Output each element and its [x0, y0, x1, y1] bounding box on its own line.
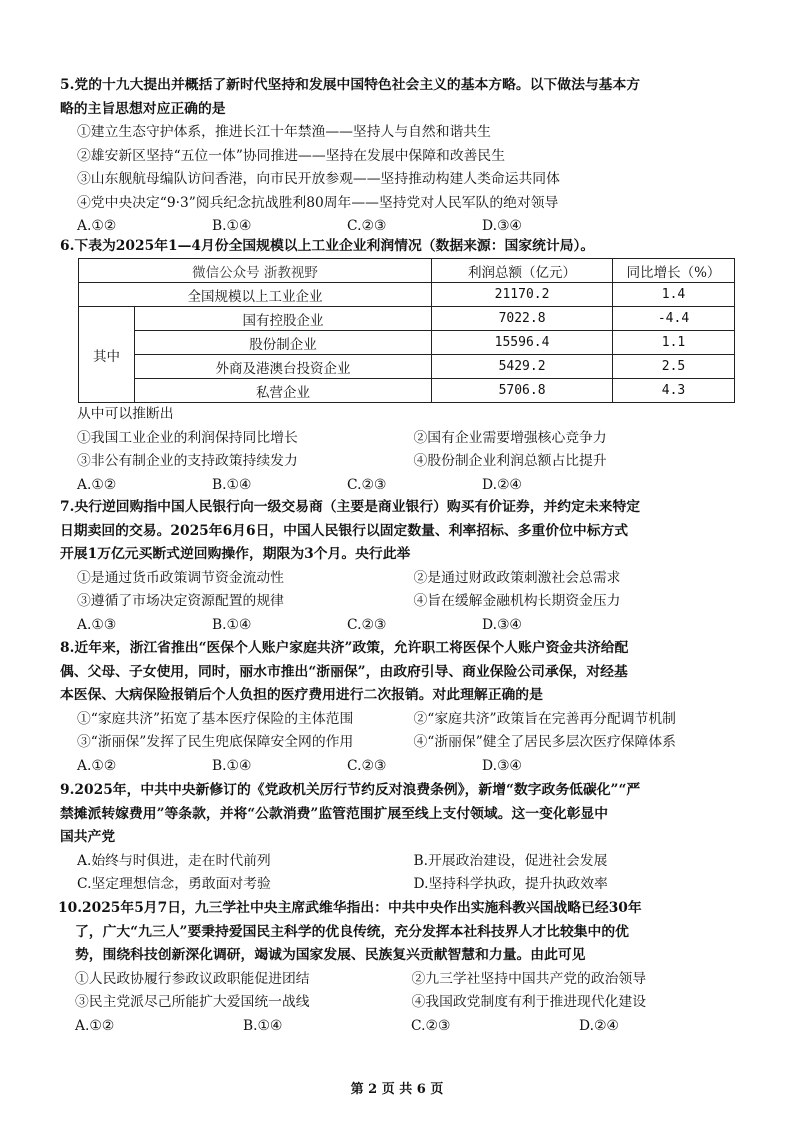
q8-statements-row-2 [60, 731, 750, 755]
q6-statement-3: ③非公有制企业的支持政策持续发力 [77, 453, 298, 469]
q6-stem: 6.下表为2025年1—4月份全国规模以上工业企业利润情况（数据来源：国家统计局）。 [60, 238, 595, 254]
q9-choice-c: C.坚定理想信念，勇敢面对考验 [77, 876, 271, 892]
row-name: 全国规模以上工业企业 [79, 283, 432, 307]
profit-table [78, 258, 735, 403]
q6-choice-d: D.②④ [482, 476, 522, 493]
table-row [79, 283, 735, 307]
group-label: 其中 [79, 307, 135, 403]
q8-choices [60, 755, 750, 779]
q7-statement-3: ③遵循了市场决定资源配置的规律 [77, 593, 284, 609]
q7-statement-1: ①是通过货币政策调节资金流动性 [77, 569, 284, 586]
page-footer: 第 2 页 共 6 页 [350, 1082, 444, 1097]
q6-statement-1: ①我国工业企业的利润保持同比增长 [77, 429, 298, 446]
table-row [79, 379, 735, 403]
q6-statements-row-2 [60, 450, 750, 474]
q9-choice-b: B.开展政治建设，促进社会发展 [413, 852, 608, 869]
row-name: 私营企业 [135, 379, 432, 403]
table-header-growth: 同比增长（%） [613, 259, 735, 283]
q5-statement-2: ②雄安新区坚持“五位一体”协同推进——坚持在发展中保障和改善民生 [77, 147, 506, 164]
q8-statement-3: ③“浙丽保”发挥了民生兜底保障安全网的作用 [77, 734, 354, 750]
row-growth: 2.5 [613, 355, 735, 379]
q5-statement-3: ③山东舰航母编队访问香港，向市民开放参观——坚持推动构建人类命运共同体 [77, 171, 560, 187]
q10-statement-3: ③民主党派尽己所能扩大爱国统一战线 [75, 994, 310, 1010]
question-8 [60, 637, 750, 778]
table-row [79, 355, 735, 379]
question-6 [60, 235, 750, 259]
q10-stem-line-1: 10.2025年5月7日，九三学社中央主席武维华指出：中共中央作出实施科教兴国战略已经30年 [58, 900, 642, 916]
table-header-row [79, 259, 735, 283]
q6-statements-row-1 [60, 427, 750, 451]
q9-choices-row-1 [60, 850, 750, 874]
row-growth: 1.4 [613, 283, 735, 307]
row-profit: 15596.4 [432, 331, 613, 355]
q6-choice-a: A.①② [77, 476, 117, 493]
row-name: 外商及港澳台投资企业 [135, 355, 432, 379]
q9-stem-line-2: 禁摊派转嫁费用”等条款，并将“公款消费”监管范围扩展至线上支付领域。这一变化彰显中 [60, 805, 609, 822]
q5-stem-line-2: 略的主旨思想对应正确的是 [60, 100, 226, 117]
q10-statement-4: ④我国政党制度有利于推进现代化建设 [411, 994, 647, 1010]
q5-statement-4: ④党中央决定“9·3”阅兵纪念抗战胜利80周年——坚持党对人民军队的绝对领导 [77, 194, 559, 211]
table-header-source: 微信公众号 浙教视野 [79, 259, 432, 283]
question-5 [60, 74, 750, 239]
q9-choice-d: D.坚持科学执政，提升执政效率 [413, 876, 608, 892]
q10-choice-a: A.①② [75, 1017, 115, 1034]
q5-choice-a: A.①② [77, 218, 117, 234]
q7-choice-b: B.①④ [212, 616, 252, 633]
q10-stem-line-2: 了，广大“九三人”要秉持爱国民主科学的优良传统，充分发挥本社科技界人才比较集中的优 [75, 923, 629, 940]
table-header-profit: 利润总额（亿元） [432, 259, 613, 283]
q8-stem-line-2: 偶、父母、子女使用，同时，丽水市推出“浙丽保”，由政府引导、商业保险公司承保，对经基 [60, 663, 628, 680]
question-9 [60, 779, 750, 897]
q10-choices [58, 1015, 748, 1039]
q10-statement-2: ②九三学社坚持中国共产党的政治领导 [411, 970, 647, 987]
table-row [79, 307, 735, 331]
q8-choice-c: C.②③ [347, 757, 387, 774]
row-growth: 4.3 [613, 379, 735, 403]
q7-choices [60, 614, 750, 638]
q9-choices-row-2 [60, 873, 750, 897]
q9-stem-line-1: 9.2025年，中共中央新修订的《党政机关厉行节约反对浪费条例》，新增“数字政务低碳化”“严 [60, 782, 641, 798]
q7-stem-line-3: 开展1万亿元买断式逆回购操作，期限为3个月。央行此举 [60, 546, 411, 562]
q6-statement-2: ②国有企业需要增强核心竞争力 [413, 429, 607, 446]
q7-statements-row-2 [60, 590, 750, 614]
q5-choice-c: C.②③ [347, 218, 387, 234]
q8-choice-d: D.③④ [482, 757, 522, 774]
q8-statements-row-1 [60, 708, 750, 732]
row-growth: -4.4 [613, 307, 735, 331]
q7-stem-line-1: 7.央行逆回购指中国人民银行向一级交易商（主要是商业银行）购买有价证券，并约定未来特定 [60, 499, 641, 515]
q5-choice-d: D.③④ [482, 218, 522, 234]
q5-statement-1: ①建立生态守护体系，推进长江十年禁渔——坚持人与自然和谐共生 [77, 124, 491, 140]
row-growth: 1.1 [613, 331, 735, 355]
q7-choice-d: D.③④ [482, 616, 522, 633]
q5-choice-b: B.①④ [212, 218, 252, 234]
question-10 [58, 897, 748, 1038]
q7-stem-line-2: 日期卖回的交易。2025年6月6日，中国人民银行以固定数量、利率招标、多重价位中标方式 [60, 522, 629, 539]
q9-stem-line-3: 国共产党 [60, 829, 116, 845]
q7-statement-4: ④旨在缓解金融机构长期资金压力 [413, 593, 621, 609]
q10-choice-b: B.①④ [243, 1017, 283, 1034]
q7-choice-a: A.①③ [77, 616, 117, 633]
q8-choice-a: A.①② [77, 757, 117, 774]
row-profit: 7022.8 [432, 307, 613, 331]
row-profit: 5706.8 [432, 379, 613, 403]
q6-statement-4: ④股份制企业利润总额占比提升 [413, 453, 607, 469]
q10-statements-row-1 [58, 968, 748, 992]
row-name: 国有控股企业 [135, 307, 432, 331]
q8-choice-b: B.①④ [212, 757, 252, 774]
table-row [79, 331, 735, 355]
q6-infer: 从中可以推断出 [77, 406, 174, 422]
q7-choice-c: C.②③ [347, 616, 387, 633]
q8-statement-2: ②“家庭共济”政策旨在完善再分配调节机制 [413, 710, 676, 727]
q5-stem-line-1: 5.党的十九大提出并概括了新时代坚持和发展中国特色社会主义的基本方略。以下做法与基本方 [60, 77, 641, 93]
q6-choice-b: B.①④ [212, 476, 252, 493]
q10-choice-d: D.②④ [579, 1017, 619, 1034]
q9-choice-a: A.始终与时俱进，走在时代前列 [77, 852, 271, 869]
q8-stem-line-3: 本医保、大病保险报销后个人负担的医疗费用进行二次报销。对此理解正确的是 [60, 687, 543, 703]
q10-choice-c: C.②③ [411, 1017, 451, 1034]
row-name: 股份制企业 [135, 331, 432, 355]
q7-statement-2: ②是通过财政政策刺激社会总需求 [413, 569, 621, 586]
q8-statement-4: ④“浙丽保”健全了居民多层次医疗保障体系 [413, 734, 676, 750]
question-7 [60, 496, 750, 637]
q10-stem-line-3: 势，围绕科技创新深化调研，竭诚为国家发展、民族复兴贡献智慧和力量。由此可见 [75, 947, 586, 963]
question-6-options [60, 403, 750, 497]
row-profit: 21170.2 [432, 283, 613, 307]
row-profit: 5429.2 [432, 355, 613, 379]
q8-statement-1: ①“家庭共济”拓宽了基本医疗保险的主体范围 [77, 710, 354, 727]
q6-choices [60, 474, 750, 498]
q7-statements-row-1 [60, 567, 750, 591]
q10-statements-row-2 [58, 991, 748, 1015]
q6-choice-c: C.②③ [347, 476, 387, 493]
q10-statement-1: ①人民政协履行参政议政职能促进团结 [75, 970, 310, 987]
q8-stem-line-1: 8.近年来，浙江省推出“医保个人账户家庭共济”政策，允许职工将医保个人账户资金共济给配 [60, 640, 629, 656]
